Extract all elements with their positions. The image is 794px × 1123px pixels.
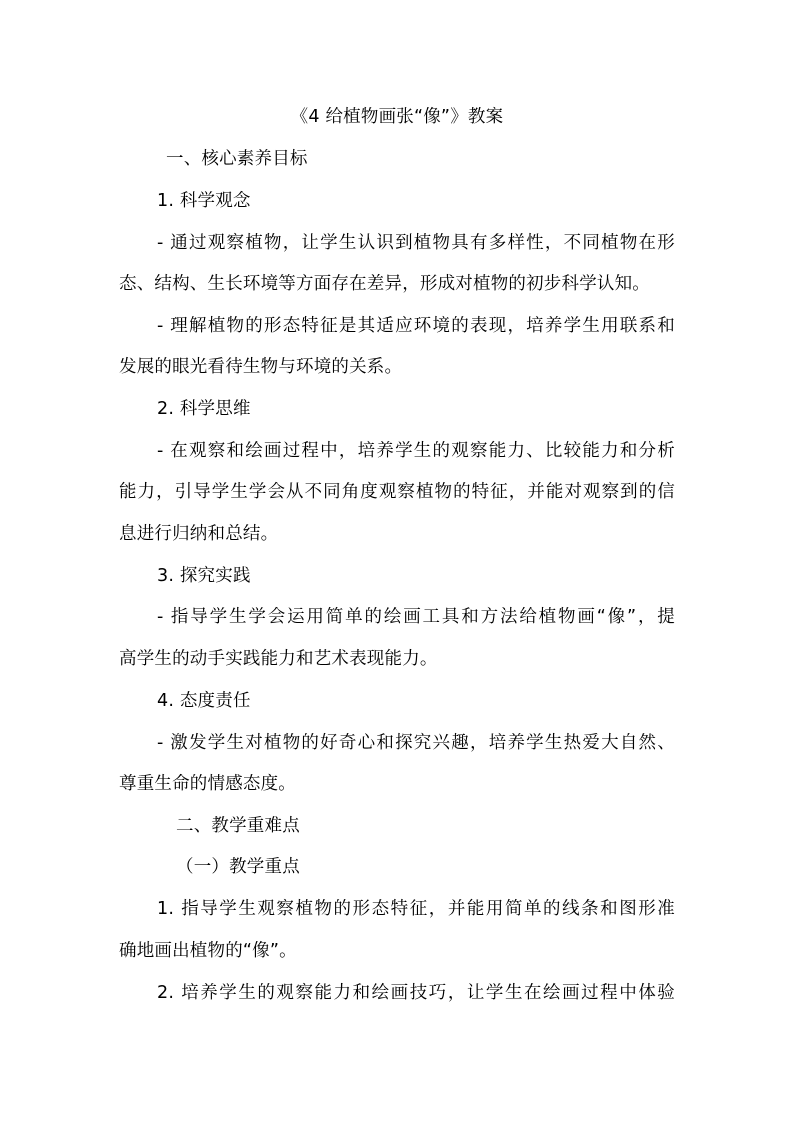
- item-heading-science-thinking: 2. 科学思维: [157, 399, 251, 419]
- paragraph-line: 确地画出植物的“像”。: [119, 941, 297, 961]
- paragraph-line: - 理解植物的形态特征是其适应环境的表现，培养学生用联系和: [157, 316, 675, 336]
- section-heading-core-goals: 一、核心素养目标: [166, 149, 308, 169]
- item-heading-science-concepts: 1. 科学观念: [157, 191, 251, 211]
- paragraph-line: - 激发学生对植物的好奇心和探究兴趣，培养学生热爱大自然、: [157, 733, 675, 753]
- paragraph-line: - 通过观察植物，让学生认识到植物具有多样性，不同植物在形: [157, 233, 675, 253]
- paragraph-line: 1. 指导学生观察植物的形态特征，并能用简单的线条和图形准: [157, 899, 675, 919]
- item-heading-inquiry-practice: 3. 探究实践: [157, 566, 251, 586]
- item-heading-attitude-responsibility: 4. 态度责任: [157, 691, 251, 711]
- paragraph-line: 态、结构、生长环境等方面存在差异，形成对植物的初步科学认知。: [119, 274, 650, 294]
- paragraph-line: 能力，引导学生学会从不同角度观察植物的特征，并能对观察到的信: [119, 482, 675, 502]
- subsection-heading-key-points: （一）教学重点: [176, 857, 300, 877]
- paragraph-line: 高学生的动手实践能力和艺术表现能力。: [119, 649, 438, 669]
- paragraph-line: 发展的眼光看待生物与环境的关系。: [119, 357, 403, 377]
- paragraph-line: 息进行归纳和总结。: [119, 524, 279, 544]
- section-heading-key-difficult-points: 二、教学重难点: [176, 816, 300, 836]
- paragraph-line: - 在观察和绘画过程中，培养学生的观察能力、比较能力和分析: [157, 441, 675, 461]
- document-title: 《4 给植物画张“像”》教案: [290, 107, 504, 127]
- paragraph-line: 2. 培养学生的观察能力和绘画技巧，让学生在绘画过程中体验: [157, 983, 675, 1003]
- paragraph-line: 尊重生命的情感态度。: [119, 774, 296, 794]
- paragraph-line: - 指导学生学会运用简单的绘画工具和方法给植物画“像”，提: [157, 607, 675, 627]
